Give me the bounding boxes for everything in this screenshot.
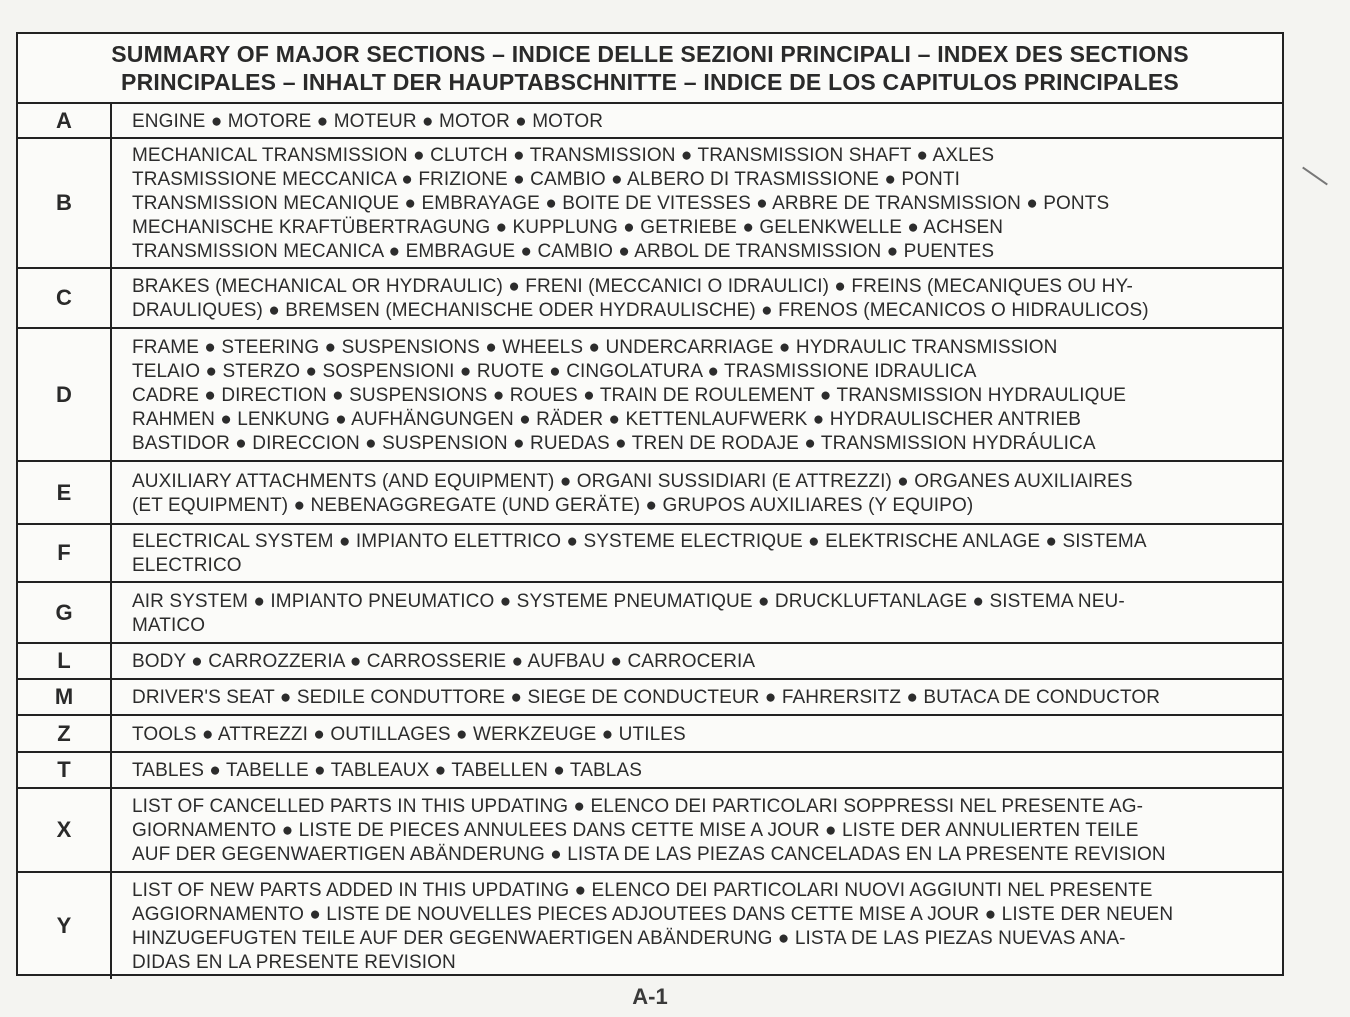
section-letter: M	[18, 680, 112, 714]
section-description	[112, 680, 1282, 714]
description-line: AIR SYSTEM ● IMPIANTO PNEUMATICO ● SYSTEME PNEUMATIQUE ● DRUCKLUFTANLAGE ● SISTEMA NEU-	[132, 590, 1125, 612]
section-letter: E	[18, 462, 112, 523]
description-line: FRAME ● STEERING ● SUSPENSIONS ● WHEELS ● UNDERCARRIAGE ● HYDRAULIC TRANSMISSION	[132, 336, 1058, 358]
description-line: BODY ● CARROZZERIA ● CARROSSERIE ● AUFBAU ● CARROCERIA	[132, 651, 756, 672]
description-line: TOOLS ● ATTREZZI ● OUTILLAGES ● WERKZEUGE ● UTILES	[132, 723, 686, 745]
section-row-f	[18, 525, 1282, 583]
description-line: DRIVER'S SEAT ● SEDILE CONDUTTORE ● SIEGE DE CONDUCTEUR ● FAHRERSITZ ● BUTACA DE CONDUCTOR	[132, 687, 1161, 708]
description-line: AUF DER GEGENWAERTIGEN ABÄNDERUNG ● LISTA DE LAS PIEZAS CANCELADAS EN LA PRESENTE REVISION	[132, 844, 1166, 865]
section-letter: Z	[18, 716, 112, 751]
description-line: MECHANICAL TRANSMISSION ● CLUTCH ● TRANSMISSION ● TRANSMISSION SHAFT ● AXLES	[132, 145, 995, 166]
section-row-e	[18, 462, 1282, 525]
description-line: AUXILIARY ATTACHMENTS (AND EQUIPMENT) ● ORGANI SUSSIDIARI (E ATTREZZI) ● ORGANES AUXILIAIRES	[132, 470, 1133, 492]
section-description	[112, 269, 1282, 327]
description-line: GIORNAMENTO ● LISTE DE PIECES ANNULEES DANS CETTE MISE A JOUR ● LISTE DER ANNULIERTEN TEILE	[132, 820, 1139, 841]
description-line: ENGINE ● MOTORE ● MOTEUR ● MOTOR ● MOTOR	[132, 110, 604, 132]
description-line: TRANSMISSION MECANIQUE ● EMBRAYAGE ● BOITE DE VITESSES ● ARBRE DE TRANSMISSION ● PONTS	[132, 193, 1110, 214]
section-row-a	[18, 104, 1282, 139]
section-letter: F	[18, 525, 112, 581]
section-row-x	[18, 789, 1282, 873]
description-line: HINZUGEFUGTEN TEILE AUF DER GEGENWAERTIGEN ABÄNDERUNG ● LISTA DE LAS PIEZAS NUEVAS ANA-	[132, 928, 1126, 949]
section-row-m	[18, 680, 1282, 716]
section-letter: T	[18, 753, 112, 787]
section-letter: C	[18, 269, 112, 327]
section-letter: X	[18, 789, 112, 871]
description-line: MECHANISCHE KRAFTÜBERTRAGUNG ● KUPPLUNG ● GETRIEBE ● GELENKWELLE ● ACHSEN	[132, 217, 1004, 238]
section-description	[112, 525, 1282, 581]
section-description	[112, 644, 1282, 678]
section-row-t	[18, 753, 1282, 789]
description-line: BRAKES (MECHANICAL OR HYDRAULIC) ● FRENI (MECCANICI O IDRAULICI) ● FREINS (MECANIQUES OU HY-	[132, 276, 1133, 297]
description-line: MATICO	[132, 614, 206, 636]
description-line: AGGIORNAMENTO ● LISTE DE NOUVELLES PIECES ADJOUTEES DANS CETTE MISE A JOUR ● LISTE DER NEUEN	[132, 904, 1174, 925]
title-line-1: SUMMARY OF MAJOR SECTIONS – INDICE DELLE SEZIONI PRINCIPALI – INDEX DES SECTIONS	[111, 41, 1189, 67]
title-line-2: PRINCIPALES – INHALT DER HAUPTABSCHNITTE – INDICE DE LOS CAPITULOS PRINCIPALES	[121, 69, 1179, 95]
page-number: A-1	[632, 984, 668, 1009]
section-letter: A	[18, 104, 112, 137]
section-letter: G	[18, 583, 112, 642]
description-line: ELECTRICO	[132, 555, 242, 576]
scan-mark	[1302, 167, 1328, 186]
description-line: CADRE ● DIRECTION ● SUSPENSIONS ● ROUES ● TRAIN DE ROULEMENT ● TRANSMISSION HYDRAULIQUE	[132, 384, 1127, 406]
section-description	[112, 329, 1282, 460]
description-line: DIDAS EN LA PRESENTE REVISION	[132, 952, 456, 973]
section-description	[112, 789, 1282, 871]
section-letter: D	[18, 329, 112, 460]
section-letter: Y	[18, 873, 112, 979]
section-row-y	[18, 873, 1282, 979]
section-row-c	[18, 269, 1282, 329]
description-line: LIST OF CANCELLED PARTS IN THIS UPDATING ● ELENCO DEI PARTICOLARI SOPPRESSI NEL PRESENTE AG-	[132, 796, 1144, 817]
description-line: (ET EQUIPMENT) ● NEBENAGGREGATE (UND GERÄTE) ● GRUPOS AUXILIARES (Y EQUIPO)	[132, 494, 974, 516]
section-description	[112, 583, 1282, 642]
table-title	[18, 34, 1282, 104]
description-line: TELAIO ● STERZO ● SOSPENSIONI ● RUOTE ● CINGOLATURA ● TRASMISSIONE IDRAULICA	[132, 360, 977, 382]
description-line: TRANSMISSION MECANICA ● EMBRAGUE ● CAMBIO ● ARBOL DE TRANSMISSION ● PUENTES	[132, 241, 995, 262]
summary-table	[16, 32, 1284, 976]
section-row-g	[18, 583, 1282, 644]
description-line: LIST OF NEW PARTS ADDED IN THIS UPDATING ● ELENCO DEI PARTICOLARI NUOVI AGGIUNTI NEL PRESENTE	[132, 880, 1153, 901]
section-row-z	[18, 716, 1282, 753]
section-description	[112, 753, 1282, 787]
section-description	[112, 104, 1282, 137]
section-description	[112, 873, 1282, 979]
description-line: BASTIDOR ● DIRECCION ● SUSPENSION ● RUEDAS ● TREN DE RODAJE ● TRANSMISSION HYDRÁULICA	[132, 432, 1096, 454]
description-line: TRASMISSIONE MECCANICA ● FRIZIONE ● CAMBIO ● ALBERO DI TRASMISSIONE ● PONTI	[132, 169, 960, 190]
section-letter: L	[18, 644, 112, 678]
section-letter: B	[18, 139, 112, 267]
description-line: ELECTRICAL SYSTEM ● IMPIANTO ELETTRICO ● SYSTEME ELECTRIQUE ● ELEKTRISCHE ANLAGE ● SISTEMA	[132, 531, 1147, 552]
section-row-l	[18, 644, 1282, 680]
section-description	[112, 139, 1282, 267]
description-line: TABLES ● TABELLE ● TABLEAUX ● TABELLEN ● TABLAS	[132, 760, 642, 781]
section-row-b	[18, 139, 1282, 269]
section-description	[112, 716, 1282, 751]
description-line: DRAULIQUES) ● BREMSEN (MECHANISCHE ODER HYDRAULISCHE) ● FRENOS (MECANICOS O HIDRAULICOS)	[132, 300, 1149, 321]
section-row-d	[18, 329, 1282, 462]
description-line: RAHMEN ● LENKUNG ● AUFHÄNGUNGEN ● RÄDER ● KETTENLAUFWERK ● HYDRAULISCHER ANTRIEB	[132, 408, 1082, 430]
section-description	[112, 462, 1282, 523]
